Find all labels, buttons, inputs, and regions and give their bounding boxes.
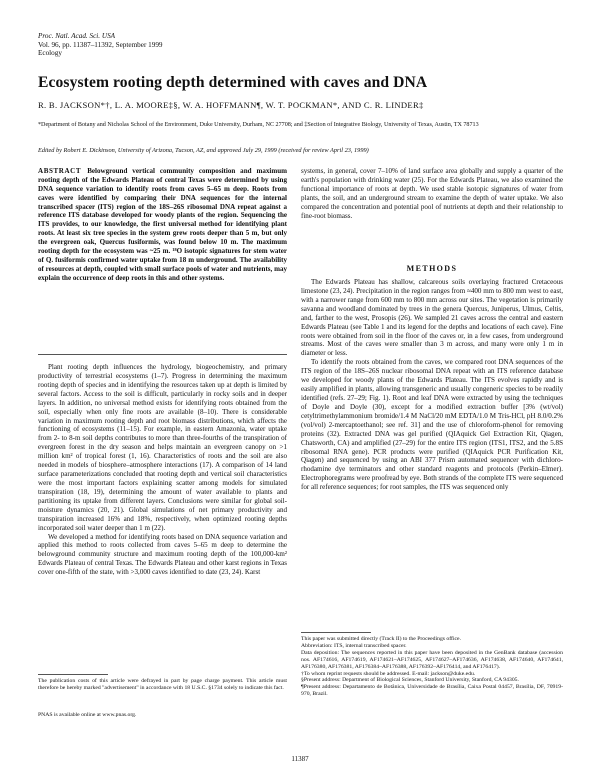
intro-paragraph-2: We developed a method for identifying roots based on DNA sequence variation and applied this method to roots collected from caves 5–65 m deep to determine the belowground community structure and maximum rooting depth of the 100,000-km² Edwards Plateau of central Texas. The Edwards Plateau and other karst regions in Texas cover one-fifth of the state, with >3,000 caves identified to date (23, 24). Karst <box>38 532 287 577</box>
online-notice: PNAS is available online at www.pnas.org. <box>38 712 137 718</box>
methods-column <box>301 278 563 492</box>
page-number: 11387 <box>291 755 309 763</box>
footnote-address-hoffmann: ¶Present address: Departamento de Botânica, Universidade de Brasília, Caixa Postal 04457, Brasília, DF, 70919-970, Brazil. <box>301 684 563 698</box>
footnote-divider-left <box>38 674 108 675</box>
footnote-data-deposition: Data deposition: The sequences reported in this paper have been deposited in the GenBank database (accession nos. AF174616, AF174619, AF174621–AF174625, AF174627–AF174636, AF174638, AF174640, AF174641, AF176380, AF176381, AF176384–AF176388, AF176392–AF176414, and AF176417). <box>301 649 563 670</box>
abstract-label: ABSTRACT <box>38 167 82 175</box>
introduction-column <box>38 363 287 577</box>
footnote-submission: This paper was submitted directly (Track II) to the Proceedings office. <box>301 636 461 642</box>
footnote-address-moore: §Present address: Department of Biological Sciences, Stanford University, Stanford, CA 94305. <box>301 677 519 684</box>
intro-paragraph-1: Plant rooting depth influences the hydrology, biogeochemistry, and primary productivity of terrestrial ecosystems (1–7). Progress in determining the maximum rooting depth of species and in identifying the resources taken up at depth is limited by several factors. Access to the soil is difficult, particularly in rocky soils and in deeper layers. In addition, no universal method exists for identifying roots obtained from the soil, especially when only fine roots are available (8–10). There is considerable variation in maximum rooting depth and root biomass distributions, which affects the functioning of ecosystems (11–15). For example, in eastern Amazonia, water uptake from 2- to 8-m soil depths contributes to more than three-fourths of the transpiration of evergreen forest in the dry season and helps maintain an evergreen canopy on >1 million km² of tropical forest (1, 16). Characteristics of roots and the soil are also needed in models of biosphere–atmosphere interactions (17). A comparison of 14 land surface parameterizations concluded that rooting depth and vertical soil characteristics were the most important factors explaining scatter among models for simulated transpiration (18, 19), determining the amount of water available to plants and partitioning its uptake from different layers. Conclusions were similar for global soil-moisture dynamics (20, 21). Global simulations of net primary productivity and transpiration increased 16% and 18%, respectively, when optimized rooting depths incorporated soil water deeper than 1 m (22). <box>38 363 287 532</box>
paper-title: Ecosystem rooting depth determined with caves and DNA <box>38 74 428 91</box>
abstract <box>38 167 287 282</box>
journal-name: Proc. Natl. Acad. Sci. USA <box>38 32 116 40</box>
methods-paragraph-2: To identify the roots obtained from the caves, we compared root DNA sequences of the ITS region of the 18S–26S nuclear ribosomal DNA repeat with an ITS reference database we developed for woody plants of the Edwards Plateau. The ITS evolves rapidly and is easily amplified in plants, allowing transgeneric and usually congeneric species to be readily identified (refs. 27–29; Fig. 1). Root and leaf DNA were extracted by using the techniques of Doyle and Doyle (30), except for a modified extraction buffer [3% (wt/vol) cetyltrimethylammonium bromide/1.4 M NaCl/20 mM EDTA/1.0 M Tris-HCl, pH 8.0/0.2% (vol/vol) 2-mercaptoethanol; see ref. 31] and the use of chloroform-phenol for removing proteins (32). Extracted DNA was gel purified (QIAquick Gel Extraction Kit, Qiagen, Chatsworth, CA) and amplified (27–29) for the entire ITS region (ITS1, ITS2, and the 5.8S ribosomal RNA gene). PCR products were purified (QIAquick PCR Purification Kit, Qiagen) and sequenced by using an ABI 377 Prism automated sequencer with dichloro-rhodamine dye terminators and other standard reagents and protocols (Perkin–Elmer). Electrophoregrams were proofread by eye. Both strands of the complete ITS were sequenced for all reference sequences; for root samples, the ITS was sequenced only <box>301 358 564 492</box>
footnotes-right <box>301 636 563 698</box>
edited-by-line: Edited by Robert E. Dickinson, University of Arizona, Tucson, AZ, and approved July 29, 1999 (received for review April 23, 1999) <box>38 147 369 154</box>
abstract-divider <box>38 354 287 355</box>
methods-heading: METHODS <box>406 264 458 273</box>
author-list: R. B. JACKSON*†, L. A. MOORE‡§, W. A. HOFFMANN¶, W. T. POCKMAN*, AND C. R. LINDER‡ <box>38 100 424 110</box>
footnote-correspondence: †To whom reprint requests should be addressed. E-mail: jackson@duke.edu. <box>301 670 476 677</box>
journal-volume: Vol. 96, pp. 11387–11392, September 1999 <box>38 40 163 49</box>
intro-continued-text: systems, in general, cover 7–10% of land surface area globally and supply a quarter of the earth's population with drinking water (25). For the Edwards Plateau, we also examined the functional importance of roots at depth. We used stable isotopic signatures of water from plants, the soil, and an underground stream to examine the depth of water uptake. We also compared the concentration and potential pool of nutrients at depth and their relationship to fine-root biomass. <box>301 167 563 220</box>
journal-section: Ecology <box>38 49 62 58</box>
journal-header <box>38 32 163 58</box>
charge-notice: The publication costs of this article were defrayed in part by page charge payment. This article must therefore be hereby marked "advertisement" in accordance with 18 U.S.C. §1734 solely to indicate this fact. <box>38 678 287 691</box>
footnote-abbreviation: Abbreviation: ITS, internal transcribed spacer. <box>301 642 407 649</box>
methods-paragraph-1: The Edwards Plateau has shallow, calcareous soils overlaying fractured Cretaceous limestone (23, 24). Precipitation in the region ranges from ≈400 mm to 800 mm west to east, with a narrower range from 600 mm to 800 mm across our sites. The vegetation is primarily savanna and woodland dominated by trees in the genera Quercus, Juniperus, Ulmus, Celtis, and, farther to the west, Prosopis (26). We sampled 21 caves across the central and eastern Edwards Plateau (see Table 1 and its legend for the depths and locations of each cave). Fine roots were obtained from soil in the floor of the caves or, in a few cases, from underground streams. Most of the caves were smaller than 3 m across, and many were only 1 m in diameter or less. <box>301 278 563 358</box>
footnote-divider-right <box>301 632 371 633</box>
affiliations: *Department of Botany and Nicholas School of the Environment, Duke University, Durham, NC 27708; and ‡Section of Integrative Biology, University of Texas, Austin, TX 78713 <box>38 122 479 128</box>
intro-continued <box>301 167 563 221</box>
abstract-text: Belowground vertical community composition and maximum rooting depth of the Edwards Plateau of central Texas were determined by using DNA sequence variation to identify roots from caves 5–65 m deep. Roots from caves were identified by comparing their DNA sequences for the internal transcribed spacer (ITS) region of the 18S–26S ribosomal DNA repeat against a reference ITS database developed for woody plants of the region. Sequencing the ITS provides, to our knowledge, the first universal method for identifying plant roots. At least six tree species in the system grew roots deeper than 5 m, but only the evergreen oak, Quercus fusiformis, was found below 10 m. The maximum rooting depth for the ecosystem was ~25 m. ¹⁸O isotopic signatures for stem water of Q. fusiformis confirmed water uptake from 18 m underground. The availability of resources at depth, coupled with small surface pools of water and nutrients, may explain the occurrence of deep roots in this and other systems. <box>38 167 287 282</box>
